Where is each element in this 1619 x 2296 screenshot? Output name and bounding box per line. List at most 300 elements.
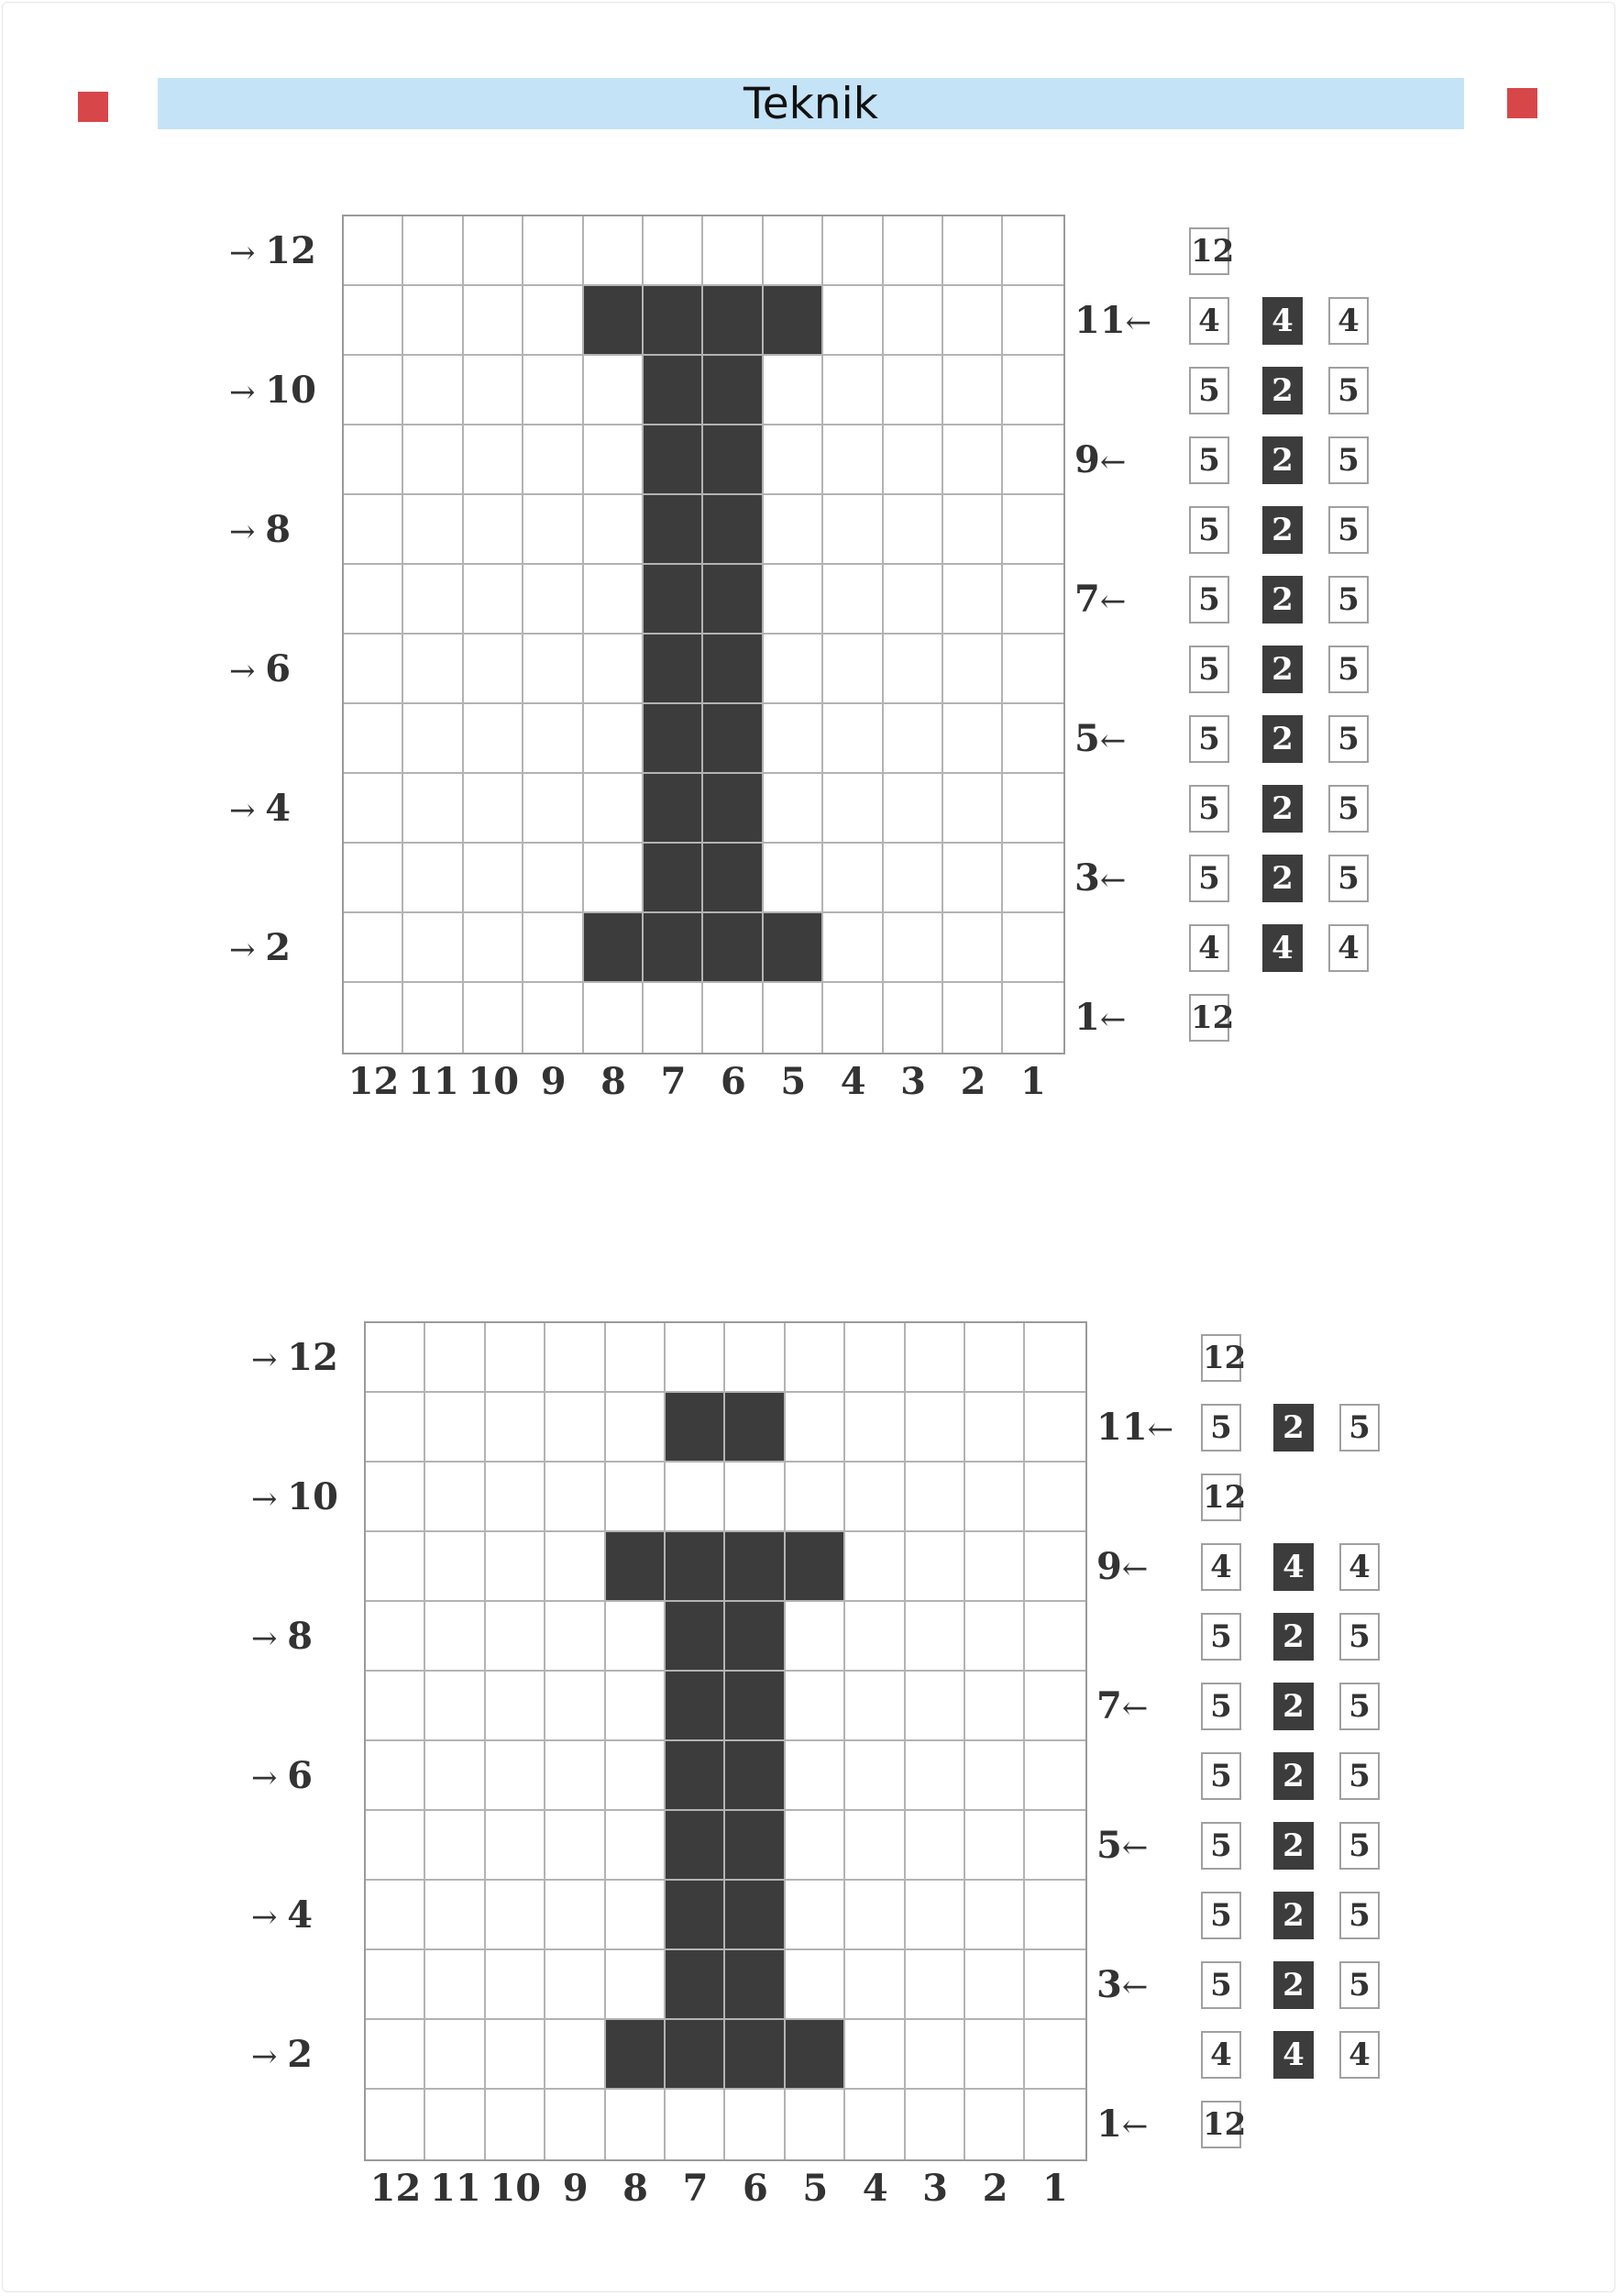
grid-cell[interactable]	[906, 1323, 965, 1393]
grid-cell[interactable]	[823, 565, 883, 635]
grid-cell[interactable]	[486, 2090, 545, 2159]
grid-cell[interactable]	[1003, 704, 1063, 774]
grid-cell[interactable]	[965, 1602, 1025, 1672]
grid-cell[interactable]	[584, 635, 644, 704]
grid-cell[interactable]	[906, 1741, 965, 1811]
grid-cell[interactable]	[464, 704, 523, 774]
grid-cell-filled[interactable]	[666, 1950, 725, 2020]
grid-cell[interactable]	[425, 1463, 485, 1532]
grid-cell-filled[interactable]	[725, 1602, 785, 1672]
grid-cell[interactable]	[1003, 425, 1063, 495]
grid-cell[interactable]	[584, 983, 644, 1053]
grid-cell-filled[interactable]	[786, 1532, 845, 1602]
grid-cell[interactable]	[545, 1393, 605, 1463]
grid-cell[interactable]	[464, 495, 523, 565]
grid-cell[interactable]	[464, 565, 523, 635]
grid-cell[interactable]	[606, 1323, 666, 1393]
grid-cell[interactable]	[486, 2020, 545, 2090]
grid-cell[interactable]	[906, 1950, 965, 2020]
grid-cell[interactable]	[786, 1672, 845, 1741]
grid-cell[interactable]	[1003, 913, 1063, 983]
grid-cell[interactable]	[823, 844, 883, 913]
grid-cell[interactable]	[1003, 495, 1063, 565]
grid-cell[interactable]	[943, 774, 1003, 844]
grid-cell[interactable]	[403, 425, 463, 495]
grid-cell[interactable]	[403, 565, 463, 635]
grid-cell-filled[interactable]	[703, 425, 763, 495]
grid-cell[interactable]	[366, 1393, 425, 1463]
grid-cell[interactable]	[584, 356, 644, 425]
grid-cell[interactable]	[584, 216, 644, 286]
grid-cell[interactable]	[425, 1323, 485, 1393]
row-label-right	[1096, 1963, 1149, 2006]
grid-cell[interactable]	[425, 1672, 485, 1741]
grid-cell[interactable]	[1003, 983, 1063, 1053]
grid-cell-filled[interactable]	[703, 774, 763, 844]
filled-count-box: 2	[1262, 506, 1303, 554]
grid-cell[interactable]	[425, 1811, 485, 1881]
grid-cell[interactable]	[906, 1672, 965, 1741]
grid-cell[interactable]	[486, 1881, 545, 1950]
grid-cell[interactable]	[1025, 1602, 1085, 1672]
grid-cell[interactable]	[764, 425, 823, 495]
grid-cell[interactable]	[845, 2020, 905, 2090]
grid-cell[interactable]	[344, 425, 403, 495]
grid-cell[interactable]	[464, 844, 523, 913]
grid-cell[interactable]	[425, 1741, 485, 1811]
grid-cell[interactable]	[764, 495, 823, 565]
grid-cell[interactable]	[366, 2020, 425, 2090]
grid-cell[interactable]	[786, 1323, 845, 1393]
grid-cell[interactable]	[764, 774, 823, 844]
grid-cell[interactable]	[545, 1741, 605, 1811]
grid-cell-filled[interactable]	[644, 774, 703, 844]
row-number: 4	[287, 1893, 314, 1937]
grid-cell[interactable]	[764, 216, 823, 286]
grid-cell-filled[interactable]	[666, 2020, 725, 2090]
grid-cell[interactable]	[1003, 635, 1063, 704]
grid-cell[interactable]	[344, 565, 403, 635]
grid-cell[interactable]	[366, 1602, 425, 1672]
grid-cell-filled[interactable]	[666, 1602, 725, 1672]
grid-cell[interactable]	[606, 1672, 666, 1741]
grid-cell[interactable]	[764, 844, 823, 913]
grid-cell[interactable]	[845, 1602, 905, 1672]
grid-cell-filled[interactable]	[644, 844, 703, 913]
grid-cell[interactable]	[906, 2020, 965, 2090]
grid-cell[interactable]	[344, 495, 403, 565]
grid-cell[interactable]	[965, 2090, 1025, 2159]
grid-cell[interactable]	[344, 356, 403, 425]
grid-cell[interactable]	[884, 774, 943, 844]
grid-cell[interactable]	[523, 216, 583, 286]
empty-count-box: 5	[1339, 1961, 1380, 2009]
grid-cell[interactable]	[425, 1950, 485, 2020]
grid-cell[interactable]	[545, 1672, 605, 1741]
grid-cell[interactable]	[344, 913, 403, 983]
grid-cell[interactable]	[584, 704, 644, 774]
grid-cell[interactable]	[606, 1393, 666, 1463]
grid-cell[interactable]	[366, 1323, 425, 1393]
grid-cell[interactable]	[965, 1672, 1025, 1741]
grid-cell[interactable]	[545, 1323, 605, 1393]
grid-cell[interactable]	[344, 286, 403, 356]
grid-cell[interactable]	[523, 913, 583, 983]
grid-cell[interactable]	[403, 913, 463, 983]
grid-cell[interactable]	[786, 1463, 845, 1532]
grid-cell-filled[interactable]	[703, 704, 763, 774]
grid-cell[interactable]	[786, 1950, 845, 2020]
grid-cell[interactable]	[464, 286, 523, 356]
grid-cell[interactable]	[584, 774, 644, 844]
grid-cell[interactable]	[403, 286, 463, 356]
grid-cell[interactable]	[425, 2020, 485, 2090]
grid-cell-filled[interactable]	[703, 356, 763, 425]
filled-count-box: 2	[1273, 1404, 1314, 1452]
grid-cell[interactable]	[884, 425, 943, 495]
grid-cell-filled[interactable]	[644, 495, 703, 565]
grid-cell[interactable]	[366, 1532, 425, 1602]
grid-cell[interactable]	[366, 1811, 425, 1881]
grid-cell[interactable]	[1025, 1393, 1085, 1463]
grid-cell[interactable]	[906, 1602, 965, 1672]
grid-cell[interactable]	[545, 1811, 605, 1881]
grid-cell[interactable]	[965, 1811, 1025, 1881]
grid-cell[interactable]	[523, 844, 583, 913]
grid-cell[interactable]	[606, 1463, 666, 1532]
right-corner-marker	[1507, 88, 1537, 118]
grid-cell[interactable]	[425, 1393, 485, 1463]
grid-cell[interactable]	[1003, 774, 1063, 844]
grid-cell-filled[interactable]	[606, 1532, 666, 1602]
grid-cell[interactable]	[845, 1811, 905, 1881]
grid-cell[interactable]	[943, 216, 1003, 286]
grid-cell[interactable]	[786, 1881, 845, 1950]
grid-cell[interactable]	[486, 1463, 545, 1532]
grid-cell-filled[interactable]	[725, 1811, 785, 1881]
grid-cell-filled[interactable]	[764, 286, 823, 356]
grid-cell[interactable]	[606, 1741, 666, 1811]
grid-cell[interactable]	[523, 425, 583, 495]
grid-cell[interactable]	[344, 216, 403, 286]
grid-cell[interactable]	[764, 356, 823, 425]
grid-cell[interactable]	[584, 844, 644, 913]
grid-cell-filled[interactable]	[666, 1881, 725, 1950]
grid-cell[interactable]	[884, 635, 943, 704]
grid-cell-filled[interactable]	[703, 565, 763, 635]
grid-cell[interactable]	[823, 495, 883, 565]
grid-cell[interactable]	[823, 425, 883, 495]
grid-cell-filled[interactable]	[644, 565, 703, 635]
column-label: 8	[600, 1060, 627, 1103]
grid-cell[interactable]	[464, 635, 523, 704]
grid-cell[interactable]	[786, 1811, 845, 1881]
grid-cell[interactable]	[1003, 286, 1063, 356]
grid-cell[interactable]	[523, 704, 583, 774]
grid-cell[interactable]	[884, 565, 943, 635]
grid-cell[interactable]	[403, 704, 463, 774]
grid-cell[interactable]	[943, 425, 1003, 495]
grid-cell[interactable]	[425, 1881, 485, 1950]
grid-cell[interactable]	[906, 1393, 965, 1463]
grid-cell[interactable]	[906, 1811, 965, 1881]
grid-cell[interactable]	[1025, 1672, 1085, 1741]
grid-cell[interactable]	[403, 216, 463, 286]
grid-cell-filled[interactable]	[703, 495, 763, 565]
grid-cell[interactable]	[486, 1393, 545, 1463]
grid-cell[interactable]	[523, 774, 583, 844]
grid-cell[interactable]	[823, 983, 883, 1053]
grid-cell[interactable]	[884, 286, 943, 356]
grid-cell[interactable]	[965, 1323, 1025, 1393]
grid-cell[interactable]	[1025, 1741, 1085, 1811]
grid-cell[interactable]	[1003, 565, 1063, 635]
grid-cell[interactable]	[464, 356, 523, 425]
filled-count-box: 4	[1273, 2031, 1314, 2079]
grid-cell[interactable]	[943, 356, 1003, 425]
grid-cell[interactable]	[606, 2090, 666, 2159]
grid-cell[interactable]	[845, 1672, 905, 1741]
grid-cell[interactable]	[464, 216, 523, 286]
grid-cell[interactable]	[823, 913, 883, 983]
grid-cell[interactable]	[965, 1881, 1025, 1950]
empty-count-box: 5	[1328, 715, 1369, 763]
grid-cell[interactable]	[823, 774, 883, 844]
grid-cell[interactable]	[606, 1811, 666, 1881]
grid-cell-filled[interactable]	[725, 2020, 785, 2090]
grid-cell[interactable]	[823, 286, 883, 356]
grid-cell[interactable]	[523, 565, 583, 635]
grid-cell[interactable]	[606, 1602, 666, 1672]
grid-cell[interactable]	[545, 1950, 605, 2020]
grid-cell[interactable]	[884, 704, 943, 774]
grid-cell-filled[interactable]	[725, 1950, 785, 2020]
grid-cell[interactable]	[965, 1393, 1025, 1463]
grid-cell[interactable]	[943, 286, 1003, 356]
grid-cell[interactable]	[906, 1532, 965, 1602]
grid-cell-filled[interactable]	[725, 1393, 785, 1463]
grid-cell-filled[interactable]	[725, 1672, 785, 1741]
grid-cell-filled[interactable]	[606, 2020, 666, 2090]
grid-cell[interactable]	[403, 774, 463, 844]
grid-cell[interactable]	[366, 1741, 425, 1811]
grid-cell[interactable]	[884, 216, 943, 286]
grid-cell[interactable]	[606, 1950, 666, 2020]
grid-cell-filled[interactable]	[644, 425, 703, 495]
grid-cell[interactable]	[943, 913, 1003, 983]
grid-cell[interactable]	[845, 1950, 905, 2020]
grid-cell-filled[interactable]	[786, 2020, 845, 2090]
grid-cell[interactable]	[1025, 1323, 1085, 1393]
grid-cell[interactable]	[644, 216, 703, 286]
grid-cell[interactable]	[703, 983, 763, 1053]
grid-cell[interactable]	[344, 704, 403, 774]
grid-cell[interactable]	[425, 1602, 485, 1672]
grid-cell[interactable]	[486, 1672, 545, 1741]
grid-cell[interactable]	[1025, 2090, 1085, 2159]
grid-cell[interactable]	[823, 216, 883, 286]
grid-cell[interactable]	[666, 2090, 725, 2159]
grid-cell[interactable]	[545, 1532, 605, 1602]
grid-cell[interactable]	[344, 844, 403, 913]
grid-cell[interactable]	[725, 1323, 785, 1393]
grid-cell[interactable]	[464, 425, 523, 495]
grid-cell[interactable]	[545, 2020, 605, 2090]
grid-cell[interactable]	[403, 983, 463, 1053]
grid-cell[interactable]	[644, 983, 703, 1053]
grid-cell[interactable]	[965, 1463, 1025, 1532]
grid-cell[interactable]	[545, 2090, 605, 2159]
grid-cell-filled[interactable]	[703, 286, 763, 356]
grid-cell[interactable]	[725, 1463, 785, 1532]
grid-cell[interactable]	[403, 635, 463, 704]
grid-cell[interactable]	[884, 913, 943, 983]
grid-cell[interactable]	[366, 2090, 425, 2159]
grid-cell-filled[interactable]	[725, 1741, 785, 1811]
grid-cell[interactable]	[943, 565, 1003, 635]
grid-cell[interactable]	[906, 1463, 965, 1532]
grid-cell[interactable]	[884, 356, 943, 425]
grid-cell[interactable]	[486, 1323, 545, 1393]
grid-cell[interactable]	[845, 1881, 905, 1950]
grid-cell[interactable]	[943, 495, 1003, 565]
grid-cell[interactable]	[764, 635, 823, 704]
grid-cell[interactable]	[666, 1323, 725, 1393]
grid-cell[interactable]	[965, 1532, 1025, 1602]
grid-cell-filled[interactable]	[644, 356, 703, 425]
grid-cell[interactable]	[425, 1532, 485, 1602]
grid-cell[interactable]	[786, 1393, 845, 1463]
grid-cell[interactable]	[786, 1741, 845, 1811]
grid-cell[interactable]	[464, 983, 523, 1053]
grid-cell[interactable]	[523, 356, 583, 425]
grid-cell[interactable]	[823, 356, 883, 425]
grid-cell[interactable]	[703, 216, 763, 286]
grid-cell-filled[interactable]	[725, 1532, 785, 1602]
filled-count-box: 4	[1273, 1543, 1314, 1591]
grid-cell[interactable]	[584, 565, 644, 635]
grid-cell[interactable]	[845, 2090, 905, 2159]
grid-cell[interactable]	[403, 495, 463, 565]
grid-cell[interactable]	[486, 1950, 545, 2020]
grid-cell[interactable]	[823, 635, 883, 704]
grid-cell[interactable]	[344, 774, 403, 844]
grid-cell-filled[interactable]	[584, 286, 644, 356]
grid-cell[interactable]	[584, 425, 644, 495]
grid-cell-filled[interactable]	[644, 635, 703, 704]
grid-cell-filled[interactable]	[703, 635, 763, 704]
grid-cell[interactable]	[486, 1741, 545, 1811]
grid-cell[interactable]	[523, 635, 583, 704]
grid-cell[interactable]	[366, 1950, 425, 2020]
grid-cell[interactable]	[366, 1672, 425, 1741]
grid-cell-filled[interactable]	[703, 844, 763, 913]
grid-cell[interactable]	[545, 1463, 605, 1532]
grid-cell[interactable]	[884, 495, 943, 565]
grid-cell-filled[interactable]	[644, 704, 703, 774]
grid-cell-filled[interactable]	[703, 913, 763, 983]
grid-cell[interactable]	[523, 983, 583, 1053]
grid-cell[interactable]	[965, 1950, 1025, 2020]
grid-cell[interactable]	[545, 1602, 605, 1672]
grid-cell[interactable]	[366, 1881, 425, 1950]
grid-cell-filled[interactable]	[584, 913, 644, 983]
grid-cell[interactable]	[1025, 1881, 1085, 1950]
grid-cell[interactable]	[906, 1881, 965, 1950]
grid-cell-filled[interactable]	[666, 1393, 725, 1463]
grid-cell-filled[interactable]	[666, 1741, 725, 1811]
grid-cell[interactable]	[523, 286, 583, 356]
grid-cell[interactable]	[823, 704, 883, 774]
grid-cell[interactable]	[786, 2090, 845, 2159]
grid-cell[interactable]	[1003, 356, 1063, 425]
grid-cell-filled[interactable]	[644, 286, 703, 356]
grid-cell[interactable]	[464, 913, 523, 983]
grid-cell[interactable]	[943, 983, 1003, 1053]
grid-cell[interactable]	[1025, 1463, 1085, 1532]
grid-cell[interactable]	[884, 983, 943, 1053]
grid-cell[interactable]	[906, 2090, 965, 2159]
grid-cell[interactable]	[366, 1463, 425, 1532]
grid-cell[interactable]	[1003, 844, 1063, 913]
grid-cell[interactable]	[943, 844, 1003, 913]
grid-cell[interactable]	[884, 844, 943, 913]
grid-cell-filled[interactable]	[666, 1672, 725, 1741]
grid-cell[interactable]	[344, 983, 403, 1053]
grid-cell[interactable]	[965, 2020, 1025, 2090]
grid-cell[interactable]	[545, 1881, 605, 1950]
grid-cell[interactable]	[764, 565, 823, 635]
grid-cell[interactable]	[486, 1811, 545, 1881]
grid-cell[interactable]	[845, 1393, 905, 1463]
row-label-right	[1074, 856, 1127, 900]
grid-cell[interactable]	[486, 1532, 545, 1602]
grid-cell[interactable]	[764, 704, 823, 774]
grid-cell[interactable]	[943, 635, 1003, 704]
grid-cell[interactable]	[1025, 1811, 1085, 1881]
grid-cell[interactable]	[965, 1741, 1025, 1811]
grid-cell[interactable]	[845, 1463, 905, 1532]
grid-cell[interactable]	[584, 495, 644, 565]
grid-cell[interactable]	[764, 983, 823, 1053]
grid-cell[interactable]	[523, 495, 583, 565]
grid-cell-filled[interactable]	[644, 913, 703, 983]
grid-cell[interactable]	[486, 1602, 545, 1672]
grid-cell[interactable]	[845, 1323, 905, 1393]
grid-cell-filled[interactable]	[666, 1811, 725, 1881]
grid-cell[interactable]	[403, 356, 463, 425]
grid-cell[interactable]	[425, 2090, 485, 2159]
grid-cell-filled[interactable]	[666, 1532, 725, 1602]
grid-cell-filled[interactable]	[725, 1881, 785, 1950]
grid-cell-filled[interactable]	[764, 913, 823, 983]
grid-cell[interactable]	[666, 1463, 725, 1532]
empty-count-box: 5	[1339, 1404, 1380, 1452]
grid-cell[interactable]	[606, 1881, 666, 1950]
grid-cell[interactable]	[1025, 1532, 1085, 1602]
grid-cell[interactable]	[845, 1532, 905, 1602]
grid-cell[interactable]	[845, 1741, 905, 1811]
grid-cell[interactable]	[1025, 1950, 1085, 2020]
grid-cell[interactable]	[943, 704, 1003, 774]
grid-cell[interactable]	[344, 635, 403, 704]
grid-cell[interactable]	[786, 1602, 845, 1672]
grid-cell[interactable]	[1025, 2020, 1085, 2090]
grid-cell[interactable]	[1003, 216, 1063, 286]
grid-cell[interactable]	[464, 774, 523, 844]
grid-cell[interactable]	[725, 2090, 785, 2159]
grid-cell[interactable]	[403, 844, 463, 913]
